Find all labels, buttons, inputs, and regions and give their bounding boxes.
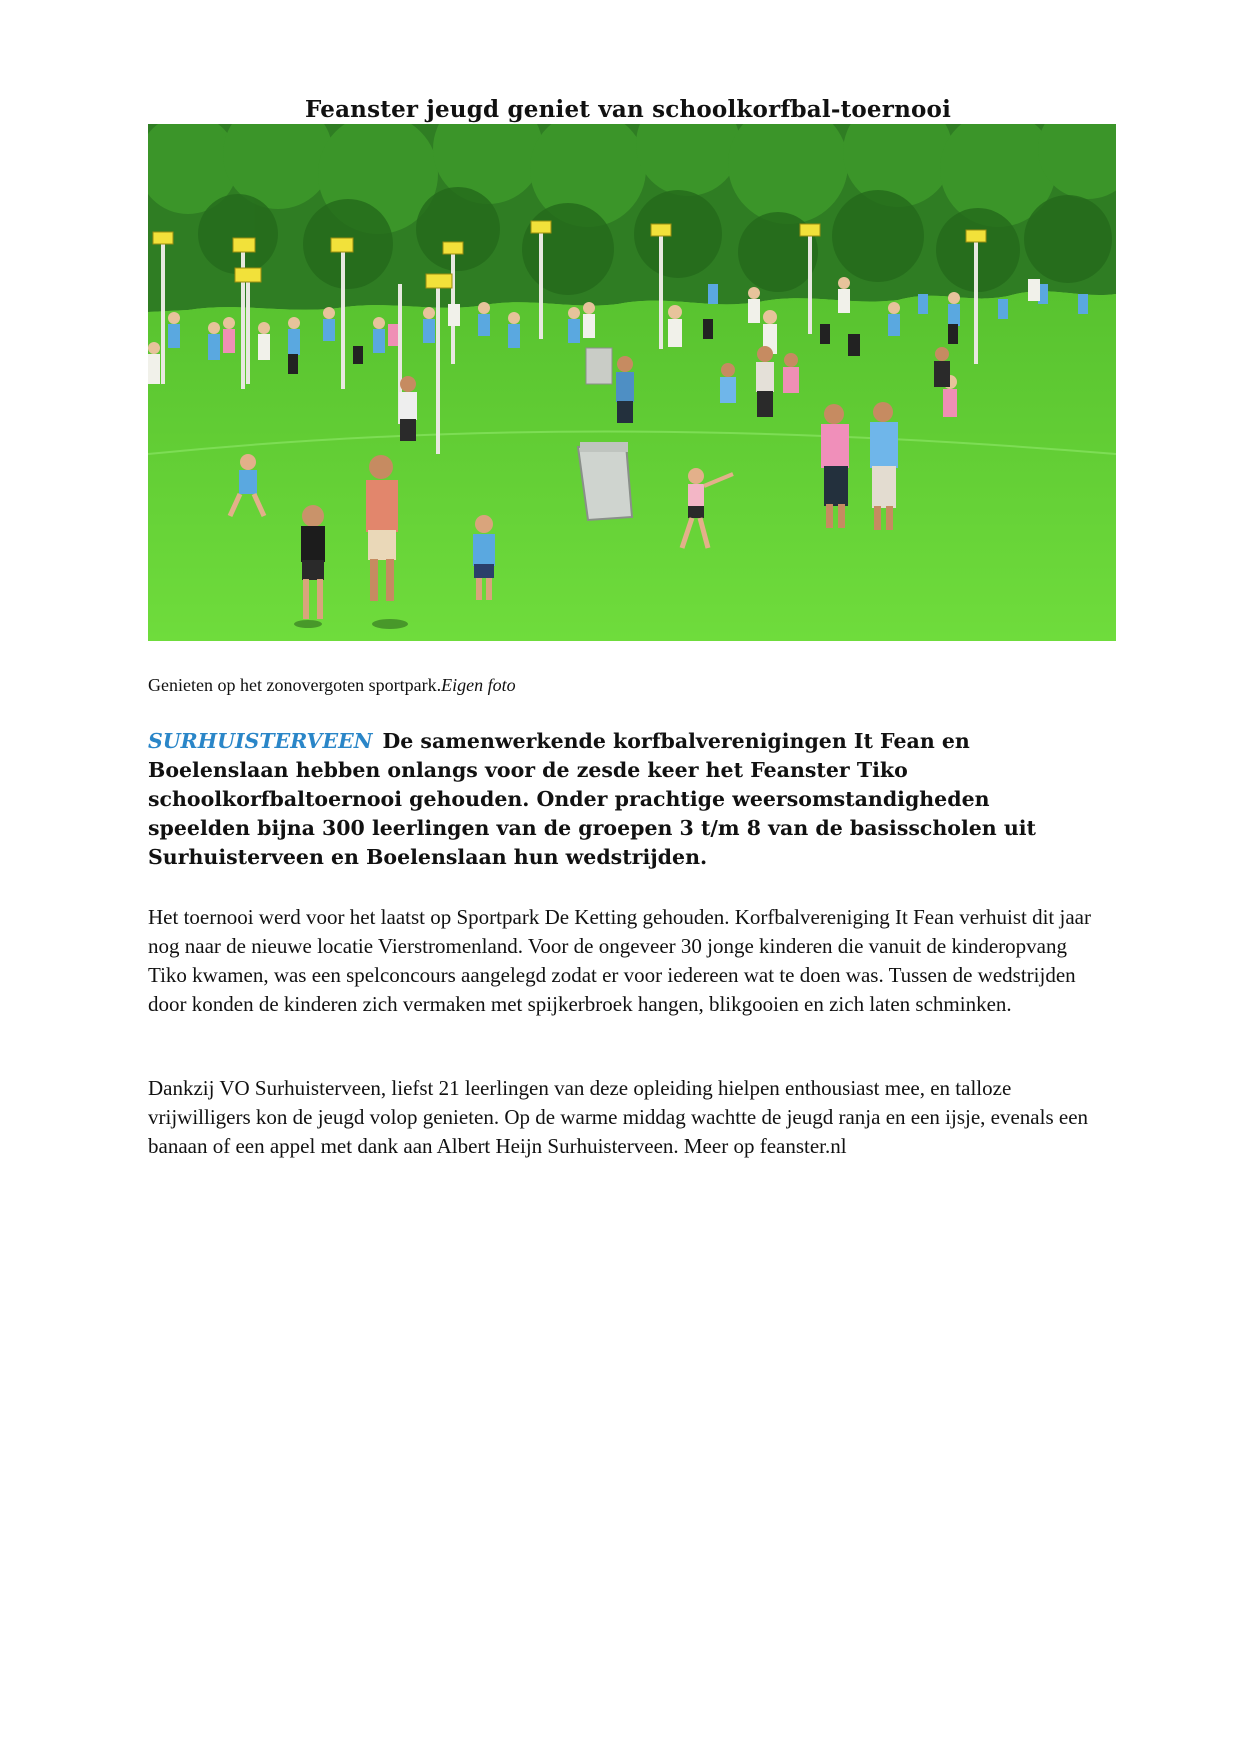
body-paragraph-1: Het toernooi werd voor het laatst op Sportpark De Ketting gehouden. Korfbalvereniging It Fean verhuist dit jaar nog naar de nieuwe locatie Vierstromenland. Voor de ongeveer 30 jonge kinderen die vanuit de kinderopvang Tiko kwamen, was een spelconcours aangelegd zodat er voor iedereen wat te doen was. Tussen de wedstrijden door konden de kinderen zich vermaken met spijkerbroek hangen, blikgooien en zich laten schminken. — [148, 905, 1091, 1016]
photo-caption — [148, 674, 516, 696]
dateline: SURHUISTERVEEN — [148, 729, 373, 753]
body-paragraph-2: Dankzij VO Surhuisterveen, liefst 21 leerlingen van deze opleiding hielpen enthousiast mee, en talloze vrijwilligers kon de jeugd volop genieten. Op de warme middag wachtte de jeugd ranja en een ijsje, evenals een banaan of een appel met dank aan Albert Heijn Surhuisterveen. Meer op feanster.nl — [148, 1076, 1089, 1158]
caption-text: Genieten op het zonovergoten sportpark. — [148, 675, 442, 695]
article-headline: Feanster jeugd geniet van schoolkorfbal-toernooi — [304, 96, 952, 123]
photo-korfbal-field-icon — [148, 124, 1116, 641]
lead-text: De samenwerkende korfbalverenigingen It Fean en Boelenslaan hebben onlangs voor de zesde keer het Feanster Tiko schoolkorfbaltoernooi gehouden. Onder prachtige weersomstandigheden speelden bijna 300 leerlingen van de groepen 3 t/m 8 van de basisscholen uit Surhuisterveen en Boelenslaan hun wedstrijden. — [148, 729, 1037, 869]
article-photo — [148, 124, 1116, 641]
lead-paragraph — [148, 727, 1088, 872]
caption-credit: Eigen foto — [441, 675, 516, 695]
